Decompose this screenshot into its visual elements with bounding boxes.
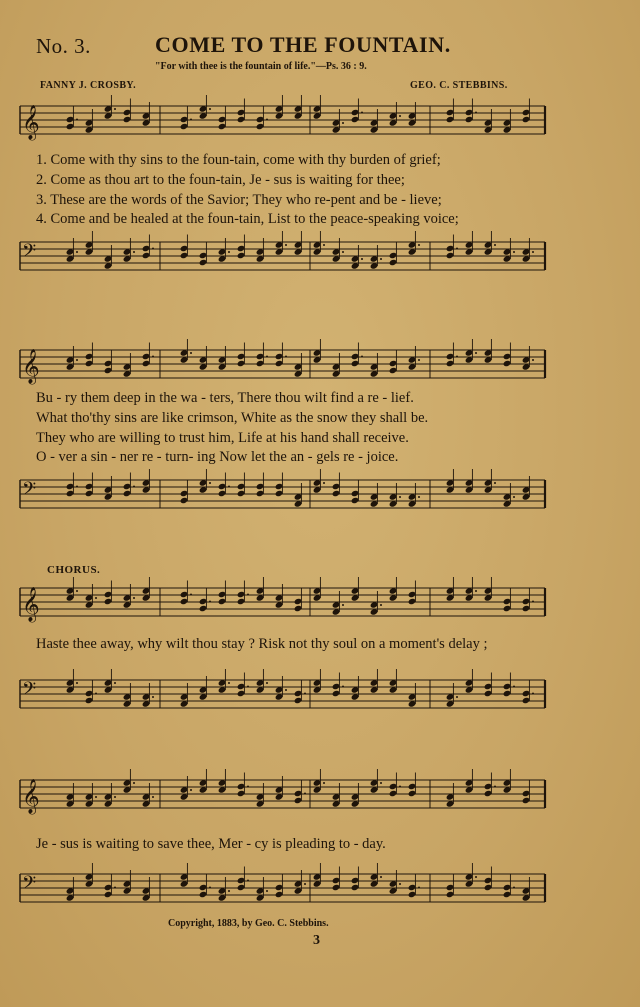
verse-line-4: 4. Come and be healed at the foun-tain, List to the peace-speaking voice;: [36, 211, 459, 227]
chorus-line-2: Je - sus is waiting to save thee, Mer - cy is pleading to - day.: [36, 836, 386, 852]
lyricist-credit: FANNY J. CROSBY.: [40, 80, 137, 91]
treble-staff-4: [0, 770, 640, 828]
chorus-line-1: Haste thee away, why wilt thou stay ? Risk not thy soul on a moment's delay ;: [36, 636, 488, 652]
bass-staff-4: [0, 864, 640, 922]
svg-text:𝄢: 𝄢: [22, 241, 37, 266]
copyright-notice: Copyright, 1883, by Geo. C. Stebbins.: [168, 918, 329, 929]
scripture-reference: "For with thee is the fountain of life."—Ps. 36 : 9.: [155, 61, 367, 72]
page-number: 3: [313, 933, 320, 948]
treble-staff-1: [0, 96, 640, 154]
verse-line-3: 3. These are the words of the Savior; They who re-pent and be - lieve;: [36, 192, 442, 208]
treble-staff-3: [0, 578, 640, 636]
hymn-number: No. 3.: [36, 34, 91, 58]
bass-staff-2: [0, 470, 640, 528]
svg-text:𝄞: 𝄞: [22, 105, 40, 140]
verse2-line-1: Bu - ry them deep in the wa - ters, There thou wilt find a re - lief.: [36, 390, 414, 406]
chorus-label: CHORUS.: [47, 564, 101, 576]
svg-text:𝄢: 𝄢: [22, 873, 37, 898]
verse-line-1: 1. Come with thy sins to the foun-tain, come with thy burden of grief;: [36, 152, 441, 168]
svg-text:𝄞: 𝄞: [22, 349, 40, 384]
bass-staff-3: [0, 670, 640, 728]
bass-staff-1: [0, 232, 640, 290]
svg-text:𝄞: 𝄞: [22, 779, 40, 814]
verse2-line-4: O - ver a sin - ner re - turn- ing Now let the an - gels re - joice.: [36, 449, 399, 465]
composer-credit: GEO. C. STEBBINS.: [410, 80, 508, 91]
svg-text:𝄢: 𝄢: [22, 679, 37, 704]
svg-text:𝄞: 𝄞: [22, 587, 40, 622]
verse2-line-2: What tho'thy sins are like crimson, White as the snow they shall be.: [36, 410, 429, 426]
svg-text:𝄢: 𝄢: [22, 479, 37, 504]
verse-line-2: 2. Come as thou art to the foun-tain, Je - sus is waiting for thee;: [36, 172, 405, 188]
hymn-title: COME TO THE FOUNTAIN.: [155, 32, 451, 57]
verse2-line-3: They who are willing to trust him, Life at his hand shall receive.: [36, 430, 409, 446]
